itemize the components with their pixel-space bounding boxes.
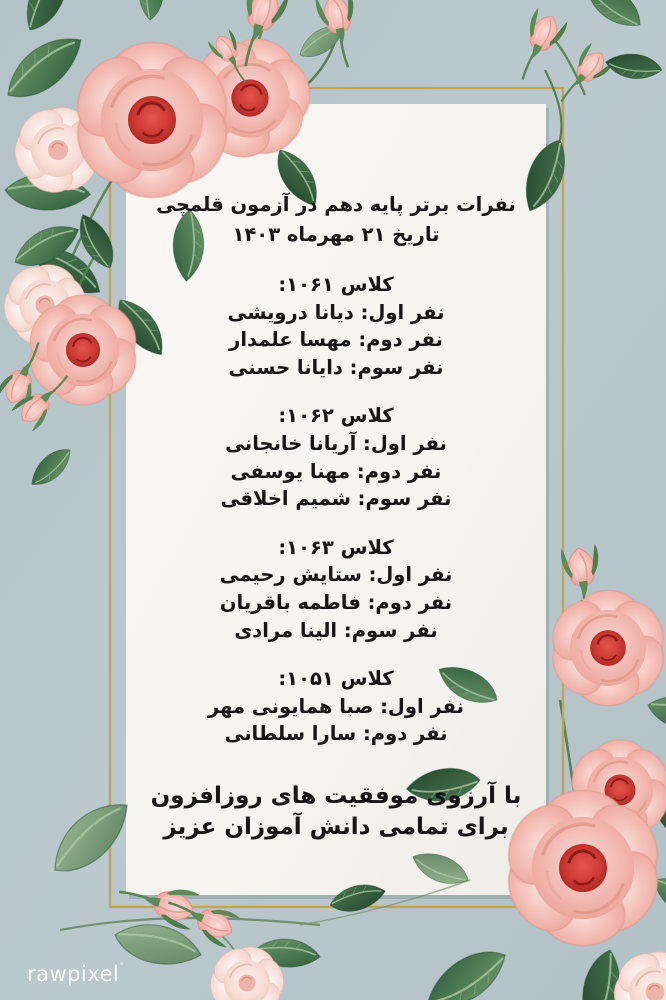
closing-block: [126, 781, 546, 843]
class-group-1051: [126, 665, 546, 748]
rank-line: نفر دوم: مهسا علمدار: [229, 328, 443, 352]
closing-line: با آرزوی موفقیت های روزافزون: [150, 782, 522, 809]
watermark-mark: °: [119, 962, 125, 972]
rank-line: نفر دوم: مهنا یوسفی: [230, 459, 442, 483]
rank-line: نفر سوم: شمیم اخلاقی: [220, 487, 452, 511]
rank-line: نفر دوم: فاطمه باقریان: [219, 590, 453, 614]
class-group-1062: [126, 402, 546, 512]
title-block: [126, 190, 546, 250]
rank-line: نفر اول: صبا همایونی مهر: [208, 694, 464, 718]
class-heading: کلاس ۱۰۵۱:: [278, 667, 394, 691]
class-heading: کلاس ۱۰۶۱:: [278, 273, 394, 296]
class-group-1061: [126, 271, 546, 381]
page-title: نفرات برتر پایه دهم در آزمون قلمچی: [156, 193, 516, 216]
watermark-text: rawpixel: [27, 962, 120, 986]
rank-line: نفر اول: آریانا خانجانی: [225, 431, 447, 455]
rank-line: نفر دوم: سارا سلطانی: [224, 722, 448, 746]
closing-line: برای تمامی دانش آموزان عزیز: [163, 813, 509, 840]
rank-line: نفر سوم: دایانا حسنی: [228, 355, 444, 379]
rank-line: نفر سوم: الینا مرادی: [234, 618, 438, 642]
class-heading: کلاس ۱۰۶۳:: [278, 535, 394, 559]
class-group-1063: [126, 534, 546, 644]
rank-line: نفر اول: دیانا درویشی: [227, 300, 445, 324]
class-heading: کلاس ۱۰۶۲:: [278, 404, 394, 428]
rawpixel-watermark: [27, 962, 124, 986]
rank-line: نفر اول: ستایش رحیمی: [219, 563, 453, 587]
date-line: تاریخ ۲۱ مهرماه ۱۴۰۳: [232, 223, 440, 246]
announcement-text: [126, 190, 546, 843]
